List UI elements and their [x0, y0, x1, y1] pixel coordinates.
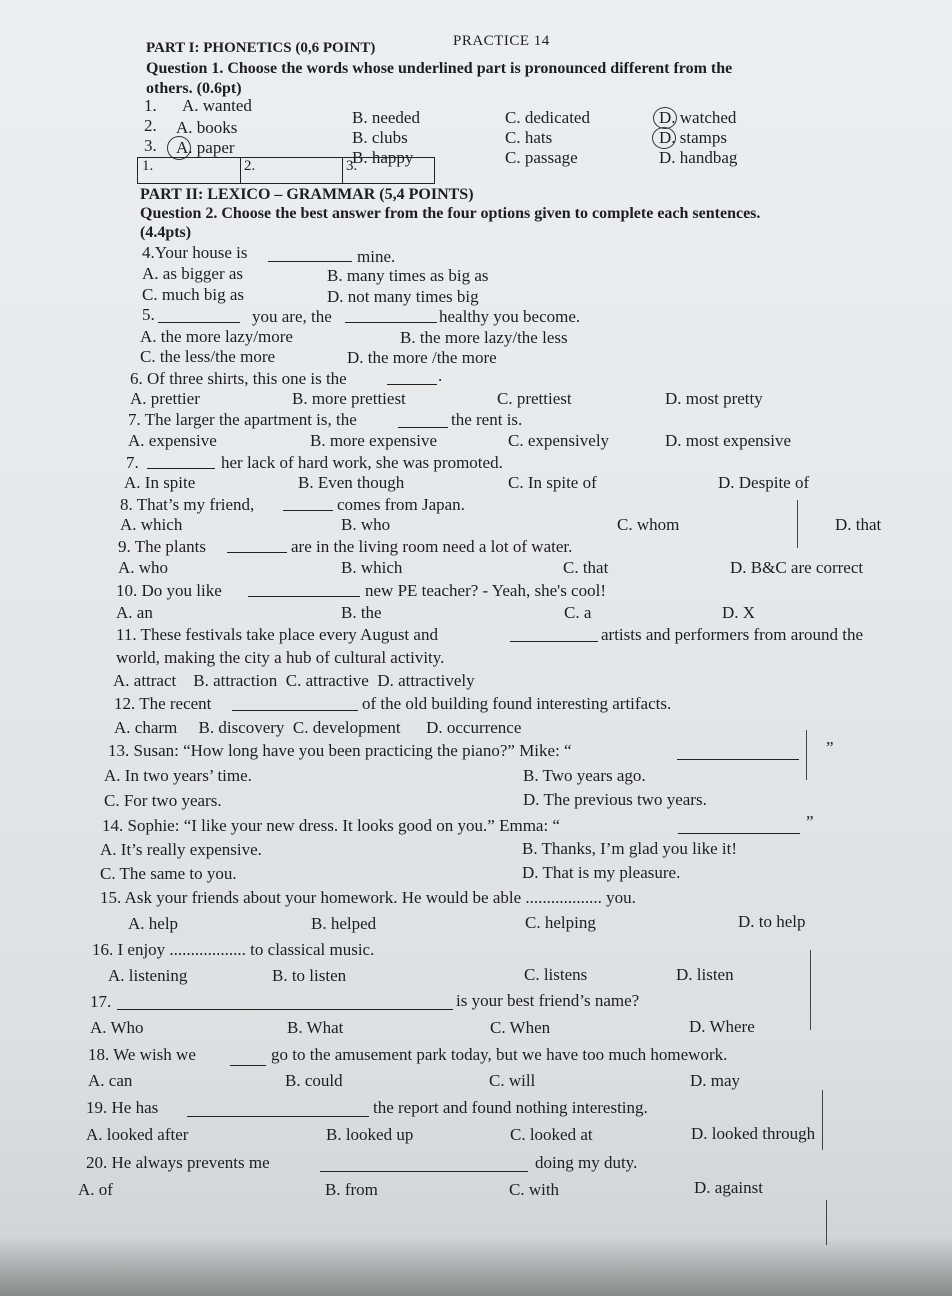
q9-d: D. B&C are correct	[730, 558, 864, 577]
q7b-num: 7.	[126, 453, 139, 472]
q11-stem-c: world, making the city a hub of cultural activity.	[116, 648, 445, 667]
q8-a: A. which	[120, 515, 183, 534]
q13-stem: 13. Susan: “How long have you been practicing the piano?” Mike: “	[108, 741, 572, 760]
margin-line	[806, 730, 807, 780]
q4-a: A. as bigger as	[142, 264, 244, 283]
q6-blank[interactable]	[387, 367, 437, 385]
p1-row3-d: D. handbag	[659, 148, 738, 167]
q11-options: A. attract B. attraction C. attractive D. attractively	[113, 671, 475, 690]
q6-b: B. more prettiest	[292, 389, 406, 408]
q15-stem: 15. Ask your friends about your homework. He would be able .................. you.	[100, 888, 636, 907]
q10-c: C. a	[564, 603, 592, 622]
q9-a: A. who	[118, 558, 169, 577]
q5-a: A. the more lazy/more	[140, 327, 293, 346]
q18-c: C. will	[489, 1071, 536, 1090]
q7-b: B. more expensive	[310, 431, 437, 450]
q14-c: C. The same to you.	[100, 864, 237, 883]
q7-a: A. expensive	[128, 431, 217, 450]
q10-a: A. an	[116, 603, 153, 622]
q17-num: 17.	[90, 992, 112, 1011]
q7-blank[interactable]	[398, 410, 448, 428]
p1-row3-num: 3.	[144, 136, 157, 155]
q11-blank[interactable]	[510, 623, 598, 642]
q7-c: C. expensively	[508, 431, 610, 450]
q10-stem-b: new PE teacher? - Yeah, she's cool!	[365, 581, 606, 600]
q13-d: D. The previous two years.	[523, 790, 707, 809]
p1-row2-b: B. clubs	[352, 128, 408, 147]
q14-blank[interactable]	[678, 814, 800, 834]
q20-stem-b: doing my duty.	[535, 1153, 638, 1172]
q16-a: A. listening	[108, 966, 188, 985]
q4-b: B. many times as big as	[327, 266, 489, 285]
q10-d: D. X	[722, 603, 756, 622]
q18-stem-a: 18. We wish we	[88, 1045, 196, 1064]
q8-d: D. that	[835, 515, 882, 534]
p1-row2-num: 2.	[144, 116, 157, 135]
p1-row1-b: B. needed	[352, 108, 420, 127]
p1-row1-c: C. dedicated	[505, 108, 590, 127]
p1-row2-a: A. books	[176, 118, 238, 137]
q16-c: C. listens	[524, 965, 588, 984]
q8-stem-b: comes from Japan.	[337, 495, 465, 514]
q6-end: .	[438, 366, 443, 385]
q18-stem-b: go to the amusement park today, but we have too much homework.	[271, 1045, 728, 1064]
q19-blank[interactable]	[187, 1097, 369, 1117]
q17-c: C. When	[490, 1018, 551, 1037]
q6-d: D. most pretty	[665, 389, 763, 408]
p1-row1-a: A. wanted	[182, 96, 252, 115]
margin-line	[822, 1090, 823, 1150]
q11-stem-a: 11. These festivals take place every August and	[116, 625, 438, 644]
q20-c: C. with	[509, 1180, 560, 1199]
question2-title: Question 2. Choose the best answer from the four options given to complete each sentences.	[140, 205, 761, 222]
q16-b: B. to listen	[272, 966, 347, 985]
q7b-a: A. In spite	[124, 473, 196, 492]
q10-stem-a: 10. Do you like	[116, 581, 222, 600]
q4-c: C. much big as	[142, 285, 244, 304]
q5-num: 5.	[142, 305, 155, 324]
q17-a: A. Who	[90, 1018, 144, 1037]
q19-stem-b: the report and found nothing interesting.	[373, 1098, 648, 1117]
q12-stem-b: of the old building found interesting artifacts.	[362, 694, 672, 713]
answer-circle-1d	[653, 107, 677, 129]
q9-blank[interactable]	[227, 535, 287, 553]
q5-d: D. the more /the more	[347, 348, 497, 367]
q9-b: B. which	[341, 558, 403, 577]
q9-stem-a: 9. The plants	[118, 537, 206, 556]
q5-blank-1[interactable]	[158, 305, 240, 323]
p1-row2-d: D. stamps	[659, 128, 727, 147]
q7b-blank[interactable]	[147, 451, 215, 469]
q13-blank[interactable]	[677, 740, 799, 760]
q8-b: B. who	[341, 515, 391, 534]
q12-options: A. charm B. discovery C. development D. occurrence	[114, 718, 522, 737]
q10-b: B. the	[341, 603, 382, 622]
q8-blank[interactable]	[283, 493, 333, 511]
q4-stem-a: 4.Your house is	[142, 243, 248, 262]
q10-blank[interactable]	[248, 579, 360, 597]
question2-points: (4.4pts)	[140, 224, 192, 241]
q8-c: C. whom	[617, 515, 680, 534]
answer-box-2[interactable]: 2.	[240, 158, 343, 183]
question1-points: others. (0.6pt)	[146, 80, 242, 97]
p1-row1-num: 1.	[144, 96, 157, 115]
p1-row1-d: D. watched	[659, 108, 737, 127]
q15-c: C. helping	[525, 913, 596, 932]
q20-stem-a: 20. He always prevents me	[86, 1153, 270, 1172]
q7b-stem: her lack of hard work, she was promoted.	[221, 453, 503, 472]
q20-b: B. from	[325, 1180, 378, 1199]
q15-a: A. help	[128, 914, 179, 933]
q6-a: A. prettier	[130, 389, 200, 408]
p1-row3-b: B. happy	[352, 148, 414, 167]
photo-shadow	[0, 1236, 952, 1296]
q20-d: D. against	[694, 1178, 763, 1197]
q5-blank-2[interactable]	[345, 305, 437, 323]
q13-end: ”	[826, 738, 834, 757]
q9-stem-b: are in the living room need a lot of water.	[291, 537, 573, 556]
part1-title: PART I: PHONETICS (0,6 POINT)	[146, 40, 376, 56]
q18-b: B. could	[285, 1071, 343, 1090]
question1-title: Question 1. Choose the words whose underlined part is pronounced different from the	[146, 60, 733, 77]
q20-a: A. of	[78, 1180, 113, 1199]
q14-a: A. It’s really expensive.	[100, 840, 262, 859]
q6-c: C. prettiest	[497, 389, 572, 408]
q19-stem-a: 19. He has	[86, 1098, 159, 1117]
q5-c: C. the less/the more	[140, 347, 276, 366]
q19-c: C. looked at	[510, 1125, 593, 1144]
q13-a: A. In two years’ time.	[104, 766, 252, 785]
q17-stem: is your best friend’s name?	[456, 991, 640, 1010]
answer-box-1[interactable]: 1.	[138, 158, 241, 183]
margin-line	[797, 500, 798, 548]
q14-b: B. Thanks, I’m glad you like it!	[522, 839, 737, 858]
answer-box-3[interactable]: 3.	[346, 158, 358, 174]
q13-c: C. For two years.	[104, 791, 222, 810]
q14-end: ”	[806, 812, 814, 831]
answer-circle-2d	[652, 127, 676, 149]
q5-stem-b: healthy you become.	[439, 307, 581, 326]
p1-row3-c: C. passage	[505, 148, 578, 167]
q11-stem-b: artists and performers from around the	[601, 625, 863, 644]
q5-b: B. the more lazy/the less	[400, 328, 568, 347]
q18-d: D. may	[690, 1071, 741, 1090]
part2-title: PART II: LEXICO – GRAMMAR (5,4 POINTS)	[140, 186, 474, 203]
q5-stem-a: you are, the	[252, 307, 332, 326]
q16-d: D. listen	[676, 965, 734, 984]
q17-d: D. Where	[689, 1017, 755, 1036]
q18-blank[interactable]	[230, 1045, 266, 1066]
q17-blank[interactable]	[117, 990, 453, 1010]
q14-stem: 14. Sophie: “I like your new dress. It looks good on you.” Emma: “	[102, 816, 560, 835]
q19-d: D. looked through	[691, 1124, 816, 1143]
q14-d: D. That is my pleasure.	[522, 863, 681, 882]
q4-d: D. not many times big	[327, 287, 479, 306]
margin-line	[810, 950, 811, 1030]
q9-c: C. that	[563, 558, 609, 577]
p1-row2-c: C. hats	[505, 128, 553, 147]
q8-stem-a: 8. That’s my friend,	[120, 495, 255, 514]
answer-table	[137, 157, 435, 184]
q19-a: A. looked after	[86, 1125, 189, 1144]
q17-b: B. What	[287, 1018, 344, 1037]
practice-title: PRACTICE 14	[453, 33, 550, 49]
q7-stem-b: the rent is.	[451, 410, 523, 429]
q7b-b: B. Even though	[298, 473, 405, 492]
q12-stem-a: 12. The recent	[114, 694, 212, 713]
q18-a: A. can	[88, 1071, 133, 1090]
q12-blank[interactable]	[232, 692, 358, 711]
q7b-d: D. Despite of	[718, 473, 810, 492]
q6-stem: 6. Of three shirts, this one is the	[130, 369, 347, 388]
q7-stem-a: 7. The larger the apartment is, the	[128, 410, 357, 429]
p1-row3-a: A. paper	[176, 138, 235, 157]
q4-stem-b: mine.	[357, 247, 396, 266]
q19-b: B. looked up	[326, 1125, 414, 1144]
q16-stem: 16. I enjoy .................. to classical music.	[92, 940, 375, 959]
q15-d: D. to help	[738, 912, 806, 931]
q15-b: B. helped	[311, 914, 377, 933]
q4-blank[interactable]	[268, 243, 352, 262]
q7b-c: C. In spite of	[508, 473, 597, 492]
q20-blank[interactable]	[320, 1151, 528, 1172]
q7-d: D. most expensive	[665, 431, 792, 450]
q13-b: B. Two years ago.	[523, 766, 646, 785]
